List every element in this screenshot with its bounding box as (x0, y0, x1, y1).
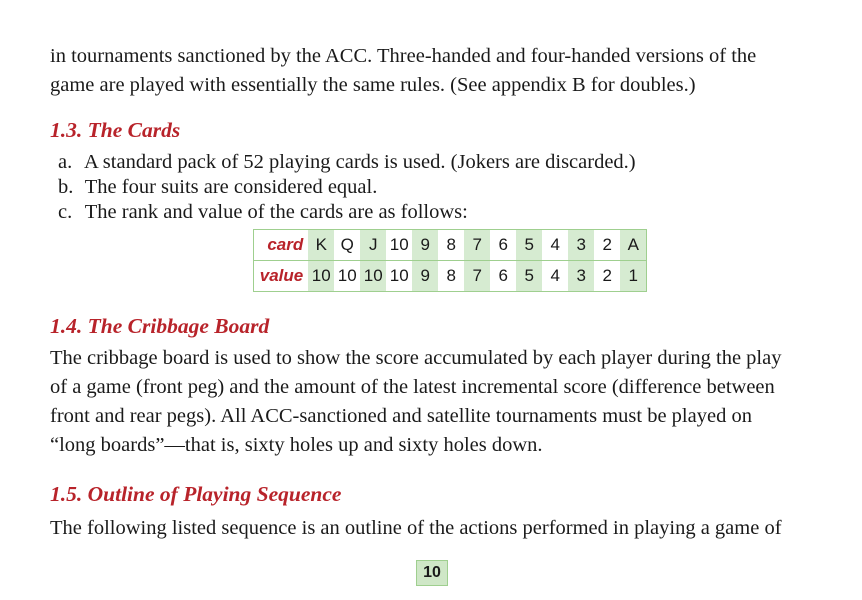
cards-rules-list (50, 150, 818, 225)
table-cell: 9 (412, 230, 438, 261)
document-page (50, 42, 818, 543)
table-cell: 1 (620, 261, 647, 292)
row-header-card: card (253, 230, 308, 261)
table-cell: A (620, 230, 647, 261)
list-item-label: a. (58, 151, 73, 173)
list-item-text: A standard pack of 52 playing cards is used. (Jokers are discarded.) (84, 151, 636, 173)
text-line: of a game (front peg) and the amount of the latest incremental score (difference between (50, 376, 775, 398)
table-cell: K (308, 230, 334, 261)
table-cell: 8 (438, 261, 464, 292)
table-cell: 3 (568, 230, 594, 261)
text-line: front and rear pegs). All ACC-sanctioned and satellite tournaments must be played on (50, 405, 752, 427)
page-number: 10 (416, 560, 448, 586)
text-line: “long boards”—that is, sixty holes up and sixty holes down. (50, 434, 543, 456)
table-cell: J (360, 230, 386, 261)
board-paragraph (50, 344, 818, 460)
table-cell: 5 (516, 230, 542, 261)
section-heading-board: 1.4. The Cribbage Board (50, 314, 270, 338)
table-cell: 5 (516, 261, 542, 292)
table-cell: 6 (490, 230, 516, 261)
list-item-text: The rank and value of the cards are as follows: (84, 201, 468, 223)
table-cell: 10 (386, 261, 412, 292)
table-cell: 3 (568, 261, 594, 292)
list-item (50, 150, 818, 175)
list-item-label: b. (58, 176, 74, 198)
table-cell: 4 (542, 230, 568, 261)
table-cell: 4 (542, 261, 568, 292)
section-heading-cards: 1.3. The Cards (50, 118, 181, 142)
text-line: game are played with essentially the same rules. (See appendix B for doubles.) (50, 74, 696, 96)
list-item-label: c. (58, 201, 73, 223)
table-cell: 7 (464, 261, 490, 292)
table-cell: 2 (594, 230, 620, 261)
table-cell: 9 (412, 261, 438, 292)
table-cell: 8 (438, 230, 464, 261)
table-cell: 10 (334, 261, 360, 292)
section-heading-outline: 1.5. Outline of Playing Sequence (50, 482, 342, 506)
text-line: The following listed sequence is an outline of the actions performed in playing a game of (50, 517, 782, 539)
list-item (50, 175, 818, 200)
table-cell: 10 (386, 230, 412, 261)
table-cell: 2 (594, 261, 620, 292)
table-cell: Q (334, 230, 360, 261)
table-cell: 7 (464, 230, 490, 261)
table-cell: 10 (308, 261, 334, 292)
row-header-value: value (253, 261, 308, 292)
table-row-cards (253, 230, 646, 261)
text-line: in tournaments sanctioned by the ACC. Three-handed and four-handed versions of the (50, 45, 757, 67)
table-cell: 6 (490, 261, 516, 292)
table-row-values (253, 261, 646, 292)
text-line: The cribbage board is used to show the score accumulated by each player during the play (50, 347, 782, 369)
card-values-table (253, 229, 647, 292)
table-cell: 10 (360, 261, 386, 292)
card-values-table-wrapper (50, 229, 818, 292)
list-item (50, 200, 818, 225)
intro-paragraph (50, 42, 818, 100)
outline-paragraph (50, 514, 818, 543)
list-item-text: The four suits are considered equal. (84, 176, 378, 198)
